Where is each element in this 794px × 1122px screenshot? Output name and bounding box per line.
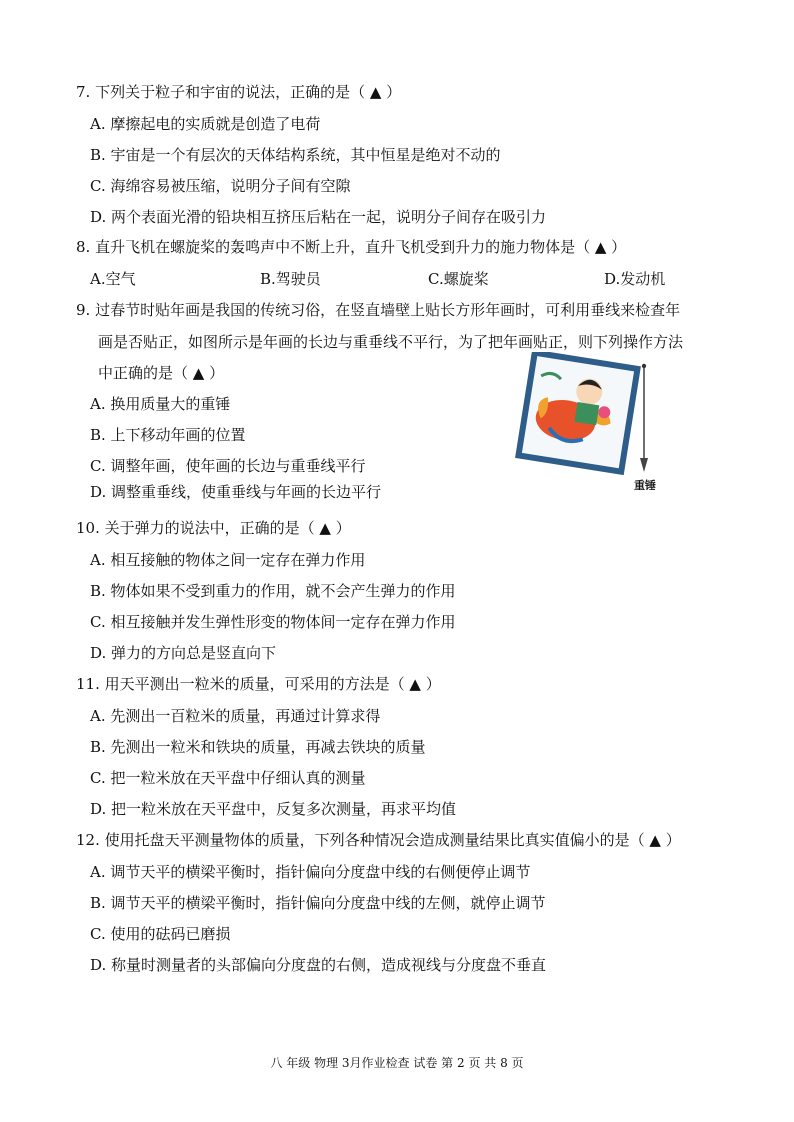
question-10-stem: 10. 关于弹力的说法中，正确的是（ ▲ ）: [76, 519, 351, 537]
page-footer: 八 年级 物理 3月作业检查 试卷 第 2 页 共 8 页: [270, 1056, 524, 1070]
question-7-option-d: D. 两个表面光滑的铅块相互挤压后粘在一起，说明分子间存在吸引力: [90, 208, 547, 226]
question-9-option-b: B. 上下移动年画的位置: [90, 426, 246, 444]
question-8-option-a: A.空气: [90, 270, 136, 288]
plumb-bob-label: 重锤: [634, 479, 656, 492]
question-9-stem-line-3: 中正确的是（ ▲ ）: [98, 364, 225, 382]
question-12-stem: 12. 使用托盘天平测量物体的质量，下列各种情况会造成测量结果比真实值偏小的是（ ▲ ）: [76, 831, 681, 849]
question-10-option-a: A. 相互接触的物体之间一定存在弹力作用: [90, 551, 366, 569]
question-8-option-d: D.发动机: [604, 270, 666, 288]
question-9-option-d: D. 调整重垂线，使重垂线与年画的长边平行: [90, 483, 382, 501]
new-year-picture-figure: [512, 352, 672, 497]
question-10-option-b: B. 物体如果不受到重力的作用，就不会产生弹力的作用: [90, 582, 456, 600]
question-9-option-c: C. 调整年画，使年画的长边与重垂线平行: [90, 457, 366, 475]
question-11-option-c: C. 把一粒米放在天平盘中仔细认真的测量: [90, 769, 366, 787]
question-12-option-b: B. 调节天平的横梁平衡时，指针偏向分度盘中线的左侧，就停止调节: [90, 894, 546, 912]
question-12-option-d: D. 称量时测量者的头部偏向分度盘的右侧，造成视线与分度盘不垂直: [90, 956, 547, 974]
new-year-picture-illustration: [512, 352, 672, 497]
question-9-stem-line-1: 9. 过春节时贴年画是我国的传统习俗，在竖直墙壁上贴长方形年画时，可利用垂线来检查年: [76, 301, 681, 319]
question-10-option-c: C. 相互接触并发生弹性形变的物体间一定存在弹力作用: [90, 613, 456, 631]
question-7-option-a: A. 摩擦起电的实质就是创造了电荷: [90, 115, 321, 133]
question-8-stem: 8. 直升飞机在螺旋桨的轰鸣声中不断上升，直升飞机受到升力的施力物体是（ ▲ ）: [76, 238, 627, 256]
question-10-option-d: D. 弹力的方向总是竖直向下: [90, 644, 277, 662]
question-11-option-a: A. 先测出一百粒米的质量，再通过计算求得: [90, 707, 381, 725]
question-9-option-a: A. 换用质量大的重锤: [90, 395, 231, 413]
question-9-stem-line-2: 画是否贴正，如图所示是年画的长边与重垂线不平行，为了把年画贴正，则下列操作方法: [98, 333, 684, 351]
question-7-option-b: B. 宇宙是一个有层次的天体结构系统，其中恒星是绝对不动的: [90, 146, 501, 164]
question-12-option-c: C. 使用的砝码已磨损: [90, 925, 231, 943]
question-7-stem: 7. 下列关于粒子和宇宙的说法，正确的是（ ▲ ）: [76, 83, 402, 101]
question-11-option-d: D. 把一粒米放在天平盘中，反复多次测量，再求平均值: [90, 800, 457, 818]
question-8-option-b: B.驾驶员: [260, 270, 321, 288]
question-11-stem: 11. 用天平测出一粒米的质量，可采用的方法是（ ▲ ）: [76, 675, 441, 693]
question-12-option-a: A. 调节天平的横梁平衡时，指针偏向分度盘中线的右侧便停止调节: [90, 863, 531, 881]
question-8-option-c: C.螺旋桨: [428, 270, 489, 288]
question-11-option-b: B. 先测出一粒米和铁块的质量，再减去铁块的质量: [90, 738, 426, 756]
question-7-option-c: C. 海绵容易被压缩，说明分子间有空隙: [90, 177, 351, 195]
